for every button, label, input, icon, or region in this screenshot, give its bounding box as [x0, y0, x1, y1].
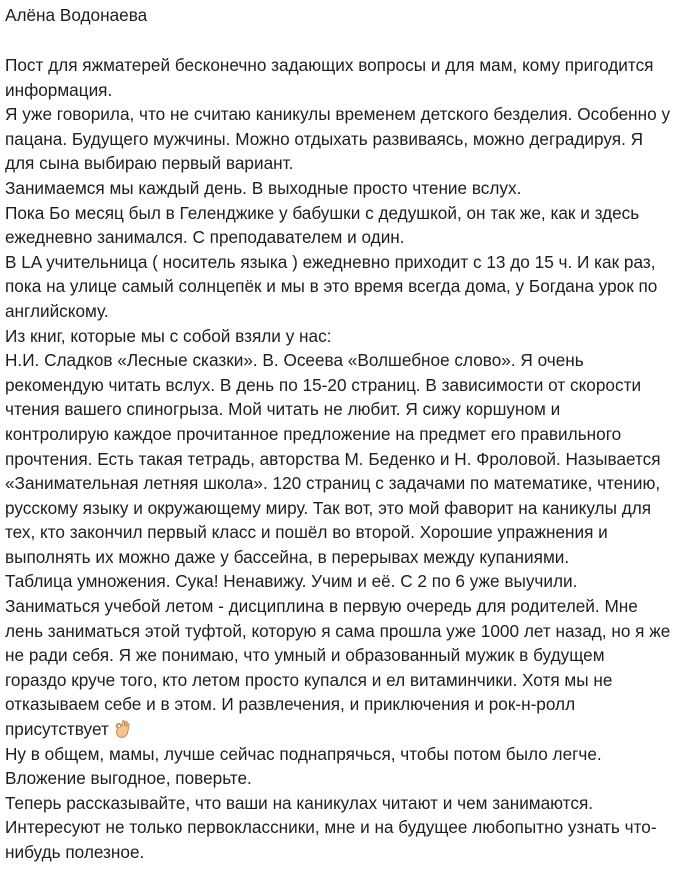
paragraph-multiplication: Таблица умножения. Сука! Ненавижу. Учим и её. С 2 по 6 уже выучили. — [5, 571, 578, 592]
paragraph-investment: Вложение выгодное, поверьте. — [5, 768, 252, 789]
paragraph-gelendzhik: Пока Бо месяц был в Геленджике у бабушки с дедушкой, он так же, как и здесь ежедневно занимался. С преподавателем и один. — [5, 202, 640, 248]
paragraph-intro: Пост для яжматерей бесконечно задающих вопросы и для мам, кому пригодится информация. — [5, 55, 654, 100]
paragraph-books-intro: Из книг, которые мы с собой взяли у нас: — [5, 325, 332, 346]
paragraph-daily: Занимаемся мы каждый день. В выходные просто чтение вслух. — [5, 177, 522, 198]
post-text — [5, 53, 691, 865]
paragraph-question: Теперь рассказывайте, что ваши на каникулах читают и чем занимаются. — [5, 792, 594, 813]
paragraph-conclusion: Ну в общем, мамы, лучше сейчас поднапрячься, чтобы потом было легче. — [5, 743, 602, 764]
ok-hand-icon — [113, 719, 131, 739]
paragraph-discipline — [5, 594, 691, 742]
paragraph-discipline-text: Заниматься учебой летом - дисциплина в первую очередь для родителей. Мне лень заниматься этой туфтой, которую я сама прошла уже 1000 лет назад, но я же не ради себя. Я же понимаю, что умный и образованный мужик в будущем гораздо круче того, кто летом просто купался и ел витаминчики. Хотя мы не отказываем себе и в этом. И развлечения, и приключения и рок-н-ролл присутствует — [5, 596, 671, 740]
paragraph-interest: Интересуют не только первоклассники, мне и на будущее любопытно узнать что- нибудь полезное. — [5, 817, 657, 862]
paragraph-vacation: Я уже говорила, что не считаю каникулы временем детского безделия. Особенно у пацана. Будущего мужчины. Можно отдыхать развиваясь, можно деградируя. Я для сына выбираю первый вариант. — [5, 104, 671, 174]
paragraph-la-teacher: В LA учительница ( носитель языка ) ежедневно приходит с 13 до 15 ч. И как раз, пока на улице самый солнцепёк и мы в это время всегда дома, у Богдана урок по английскому. — [5, 251, 658, 321]
paragraph-books: Н.И. Сладков «Лесные сказки». В. Осеева «Волшебное слово». Я очень рекомендую читать вслух. В день по 15-20 страниц. В зависимости от скорости чтения вашего спиногрыза. Мой читать не любит. Я сижу коршуном и контролирую каждое прочитанное предложение на предмет его правильного прочтения. Есть такая тетрадь, авторства М. Беденко и Н. Фроловой. Называется «Занимательная летняя школа». 120 страниц с задачами по математике, чтению, русскому языку и окружающему миру. Так вот, это мой фаворит на каникулы для тех, кто закончил первый класс и пошёл во второй. Хорошие упражнения и выполнять их можно даже у бассейна, в перерывах между купаниями. — [5, 350, 661, 567]
author-name[interactable]: Алёна Водонаева — [5, 5, 148, 25]
